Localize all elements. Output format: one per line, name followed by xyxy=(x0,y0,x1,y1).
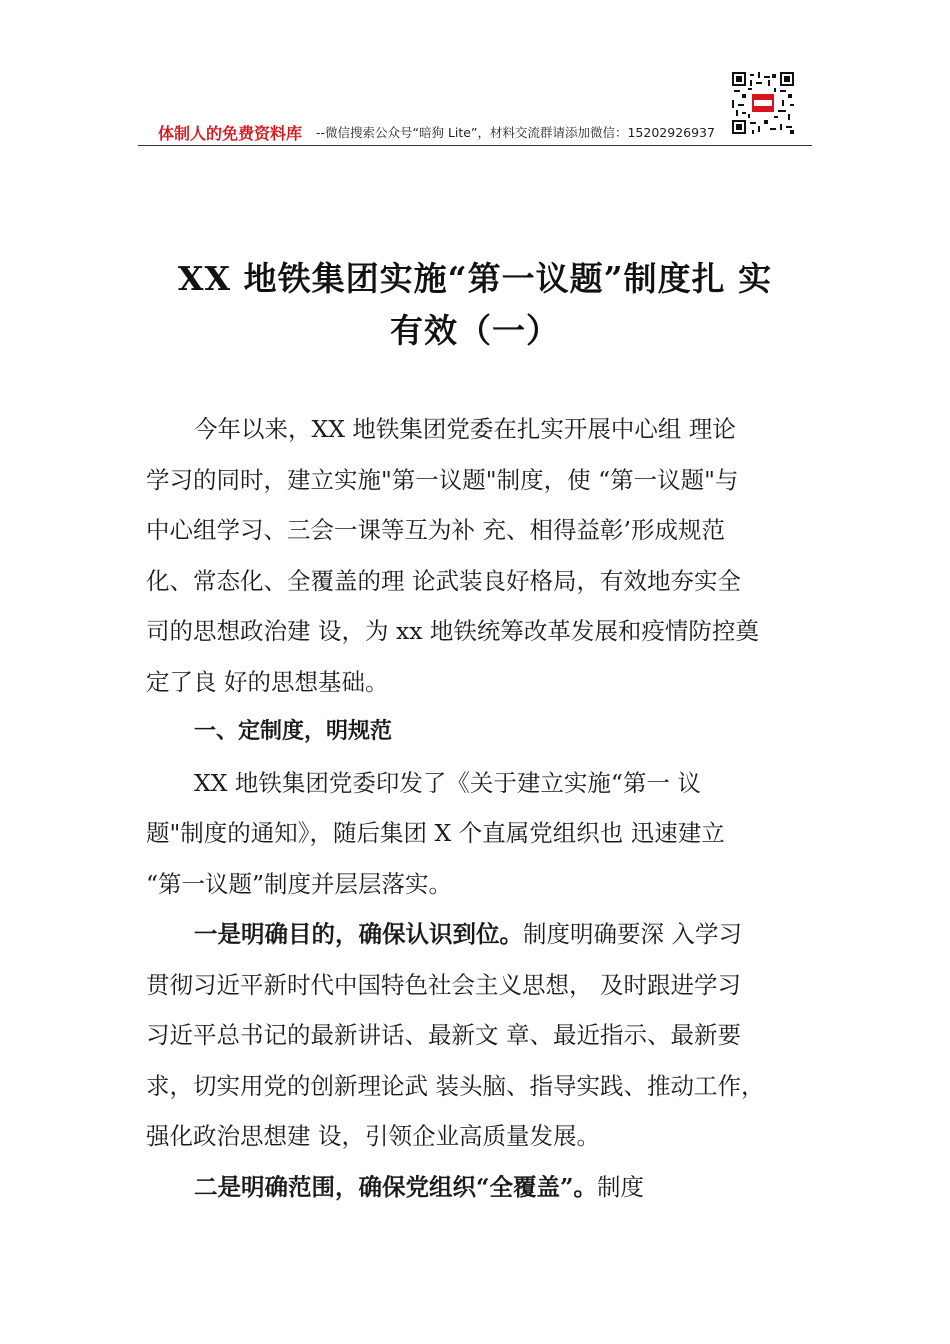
text-line: 化、常态化、全覆盖的理 论武装良好格局，有效地夯实全 xyxy=(146,566,741,595)
text-line: 学习的同时，建立实施"第一议题"制度，使 “第一议题"与 xyxy=(146,465,739,494)
page-header xyxy=(0,0,950,150)
text-line: 今年以来，XX 地铁集团党委在扎实开展中心组 理论 xyxy=(194,415,736,443)
text-line: 习近平总书记的最新讲话、最新文 章、最近指示、最新要 xyxy=(146,1021,741,1049)
qr-code-icon xyxy=(732,72,794,134)
document-body xyxy=(146,404,814,1212)
text-line: “第一议题”制度并层层落实。 xyxy=(146,869,453,898)
point-2-text: 制度 xyxy=(597,1172,645,1201)
point-2-lead: 二是明确范围，确保党组织“全覆盖”。 xyxy=(194,1172,598,1201)
text-line: 司的思想政治建 设，为 xx 地铁统筹改革发展和疫情防控奠 xyxy=(146,617,759,645)
text-line: 贯彻习近平新时代中国特色社会主义思想， 及时跟进学习 xyxy=(146,970,741,999)
text-line: 中心组学习、三会一课等互为补 充、相得益彰’形成规范 xyxy=(146,516,725,544)
point-1-text: 制度明确要深 入学习 xyxy=(523,920,742,948)
point-2-first-line xyxy=(146,1162,814,1213)
section-heading: 一、定制度，明规范 xyxy=(194,719,393,744)
text-line: 定了良 好的思想基础。 xyxy=(146,667,389,696)
document-title xyxy=(140,253,810,357)
text-line: XX 地铁集团党委印发了《关于建立实施“第一 议 xyxy=(194,768,701,797)
point-1-first-line xyxy=(146,909,814,960)
text-line: 求，切实用党的创新理论武 装头脑、指导实践、推动工作， xyxy=(146,1071,765,1100)
point-1-lead: 一是明确目的，确保认识到位。 xyxy=(194,920,523,948)
text-line: 题"制度的通知》，随后集团 X 个直属党组织也 迅速建立 xyxy=(146,819,725,847)
text-line: 强化政治思想建 设，引领企业高质量发展。 xyxy=(146,1122,600,1150)
header-tagline: --微信搜索公众号“暗狗 Lite”，材料交流群请添加微信：15202926937 xyxy=(316,125,715,140)
header-divider xyxy=(138,145,812,146)
brand-label: 体制人的免费资料库 xyxy=(158,124,303,143)
title-line-1: XX 地铁集团实施“第一议题”制度扎 实 xyxy=(177,259,773,298)
title-line-2: 有效（一） xyxy=(390,311,560,350)
